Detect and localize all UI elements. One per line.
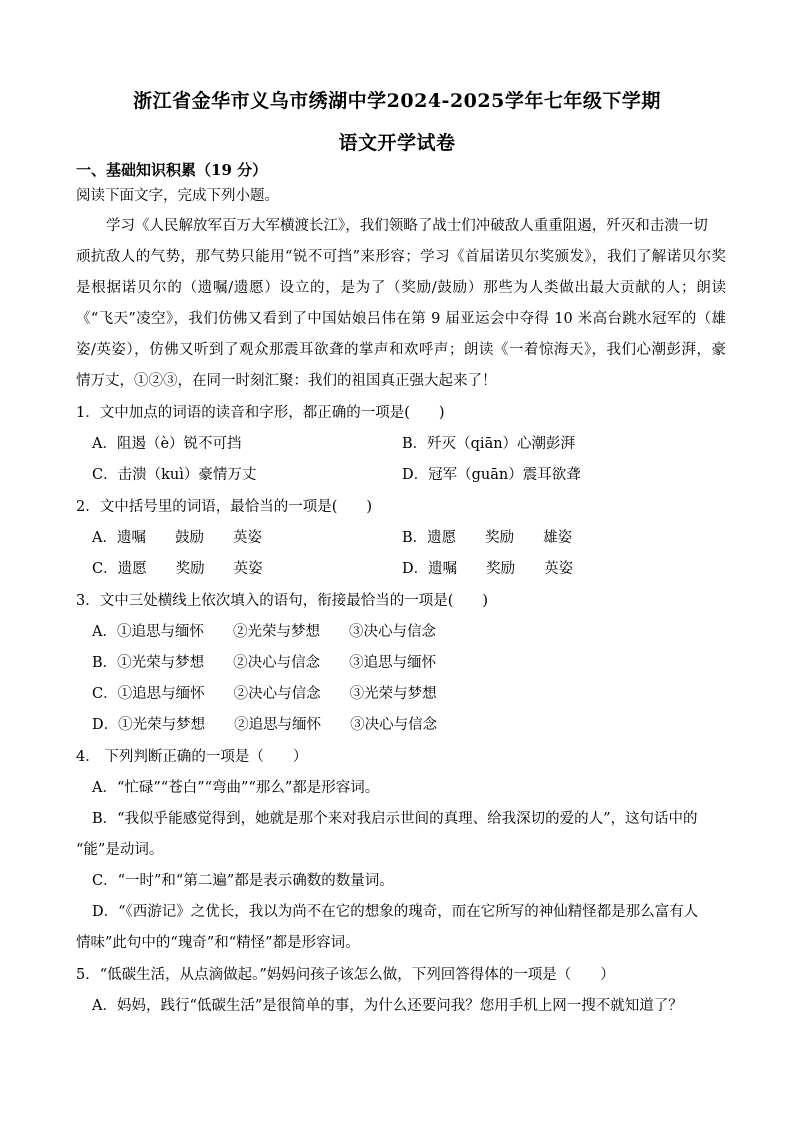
passage-line: 姿/英姿），仿佛又听到了观众那震耳欲聋的掌声和欢呼声；朗读《一着惊海天》，我们心潮彭湃，豪 <box>76 342 726 358</box>
question-1-option-c[interactable]: C．击溃（kuì）豪情万丈 <box>92 467 257 483</box>
passage-line: 情万丈，①②③，在同一时刻汇聚：我们的祖国真正强大起来了！ <box>76 373 497 389</box>
question-2-option-a[interactable]: A．遗嘱 鼓励 英姿 <box>92 530 262 546</box>
question-4-option-a[interactable]: A．“忙碌”“苍白”“弯曲”“那么”都是形容词。 <box>92 780 380 796</box>
section-heading: 一、基础知识积累（19 分） <box>76 161 268 179</box>
passage-line: 《“飞天”凌空》，我们仿佛又看到了中国姑娘吕伟在第 9 届亚运会中夺得 10 米高台跳水冠军的（雄 <box>76 311 726 327</box>
question-4-option-b[interactable]: B．“我似乎能感觉得到，她就是那个来对我启示世间的真理、给我深切的爱的人”，这句话中的 <box>92 811 698 827</box>
question-2-option-c[interactable]: C．遗愿 奖励 英姿 <box>92 561 263 577</box>
question-3-stem: 3．文中三处横线上依次填入的语句，衔接最恰当的一项是( ) <box>76 593 489 609</box>
question-1-option-d[interactable]: D．冠军（guān）震耳欲聋 <box>402 467 581 483</box>
question-3-option-b[interactable]: B．①光荣与梦想 ②决心与信念 ③追思与缅怀 <box>92 655 437 671</box>
section-instruction: 阅读下面文字，完成下列小题。 <box>76 188 279 204</box>
passage-line: 是根据诺贝尔的（遗嘱/遗愿）设立的，是为了（奖励/鼓励）那些为人类做出最大贡献的人；朗读 <box>76 280 726 296</box>
question-4-stem: 4． 下列判断正确的一项是（ ） <box>76 749 308 765</box>
question-5-option-a[interactable]: A．妈妈，践行“低碳生活”是很简单的事，为什么还要问我？您用手机上网一搜不就知道了？ <box>92 998 683 1014</box>
question-3-option-c[interactable]: C．①追思与缅怀 ②决心与信念 ③光荣与梦想 <box>92 686 437 702</box>
question-4-option-c[interactable]: C．“一时”和“第二遍”都是表示确数的数量词。 <box>92 873 394 889</box>
question-3-option-a[interactable]: A．①追思与缅怀 ②光荣与梦想 ③决心与信念 <box>92 624 436 640</box>
question-4-option-d[interactable]: D．“《西游记》之优长，我以为尚不在它的想象的瑰奇，而在它所写的神仙精怪都是那么富有人 <box>92 904 699 920</box>
question-4-option-b-continued: “能”是动词。 <box>76 842 164 858</box>
question-1-option-b[interactable]: B．歼灭（qiān）心潮彭湃 <box>402 436 576 452</box>
question-1-stem: 1．文中加点的词语的读音和字形，都正确的一项是( ) <box>76 405 445 421</box>
question-2-option-b[interactable]: B．遗愿 奖励 雄姿 <box>402 530 573 546</box>
question-3-option-d[interactable]: D．①光荣与梦想 ②追思与缅怀 ③决心与信念 <box>92 717 438 733</box>
exam-title-line2: 语文开学试卷 <box>338 132 456 154</box>
question-4-option-d-continued: 情味”此句中的“瑰奇”和“精怪”都是形容词。 <box>76 935 360 951</box>
question-5-stem: 5．“低碳生活，从点滴做起。”妈妈问孩子该怎么做，下列回答得体的一项是（ ） <box>76 967 615 983</box>
passage-line: 学习《人民解放军百万大军横渡长江》，我们领略了战士们冲破敌人重重阻遏，歼灭和击溃一切 <box>106 218 708 234</box>
exam-title-line1: 浙江省金华市义乌市绣湖中学2024-2025学年七年级下学期 <box>133 90 661 112</box>
passage-line: 顽抗敌人的气势，那气势只能用“锐不可挡”来形容；学习《首届诺贝尔奖颁发》，我们了解诺贝尔奖 <box>76 249 726 265</box>
question-2-option-d[interactable]: D．遗嘱 奖励 英姿 <box>402 561 574 577</box>
question-2-stem: 2．文中括号里的词语，最恰当的一项是( ) <box>76 499 373 515</box>
question-1-option-a[interactable]: A．阻遏（è）锐不可挡 <box>92 436 242 452</box>
